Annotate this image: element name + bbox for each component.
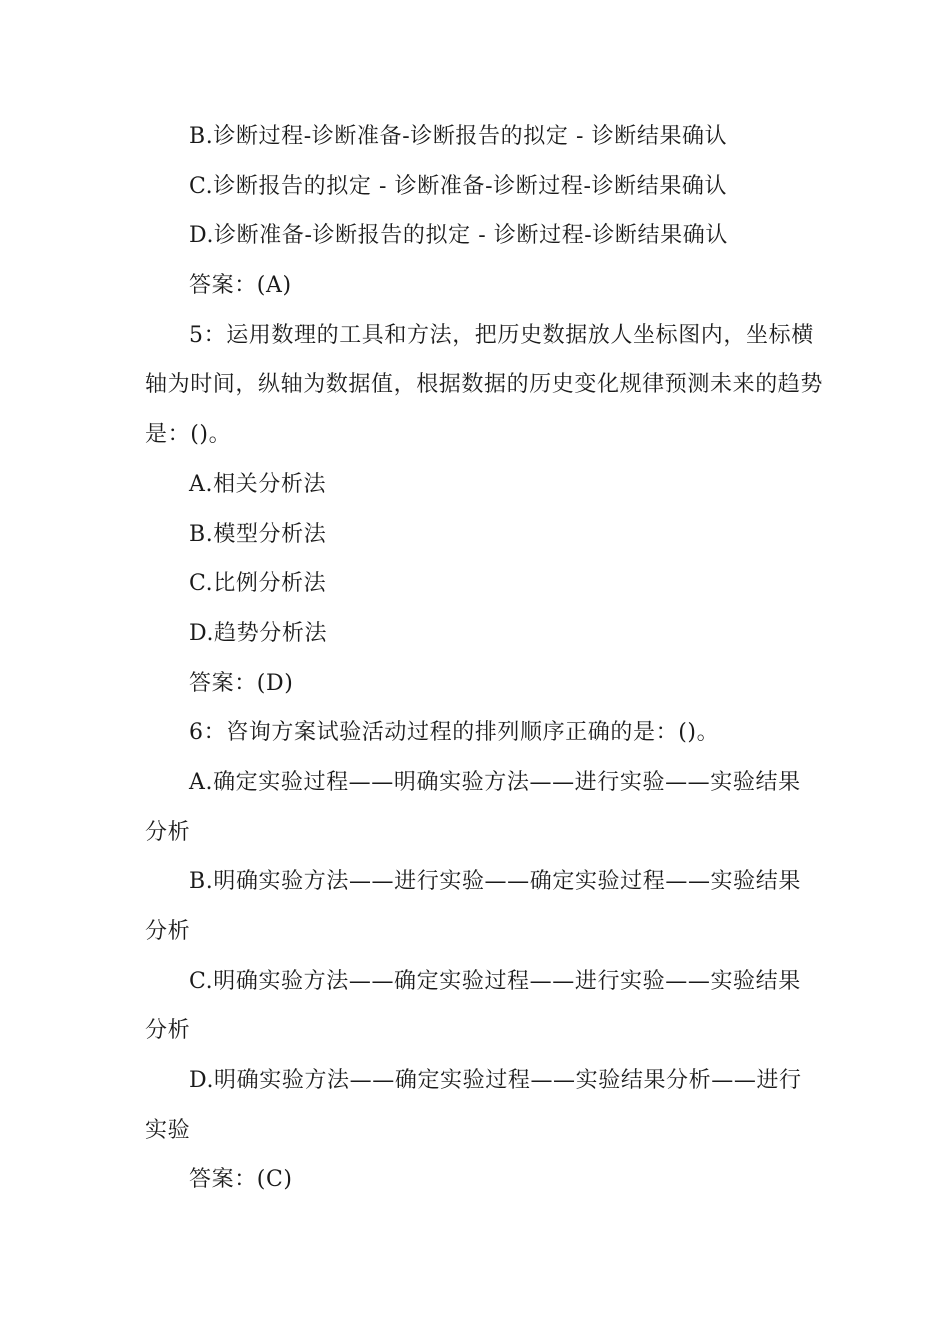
answer-q4: 答案：(A) — [189, 273, 292, 299]
option-d-q6-line-2: 实验 — [145, 1117, 191, 1143]
option-b-q4: B.诊断过程-诊断准备-诊断报告的拟定 - 诊断结果确认 — [189, 124, 728, 149]
option-c-q5: C.比例分析法 — [189, 571, 327, 597]
option-b-q5: B.模型分析法 — [189, 521, 327, 547]
option-b-q6-line-1: B.明确实验方法——进行实验——确定实验过程——实验结果 — [189, 869, 801, 895]
question-5-line-1: 5：运用数理的工具和方法，把历史数据放人坐标图内，坐标横 — [189, 322, 814, 348]
option-a-q6-line-2: 分析 — [145, 819, 191, 845]
question-6: 6：咨询方案试验活动过程的排列顺序正确的是：()。 — [189, 720, 720, 746]
option-d-q4: D.诊断准备-诊断报告的拟定 - 诊断过程-诊断结果确认 — [189, 223, 728, 249]
answer-q5: 答案：(D) — [189, 670, 294, 696]
option-a-q5: A.相关分析法 — [189, 471, 327, 497]
answer-q6: 答案：(C) — [189, 1167, 293, 1193]
option-d-q5: D.趋势分析法 — [189, 620, 328, 646]
option-c-q6-line-2: 分析 — [145, 1018, 191, 1044]
option-c-q6-line-1: C.明确实验方法——确定实验过程——进行实验——实验结果 — [189, 968, 801, 994]
option-a-q6-line-1: A.确定实验过程——明确实验方法——进行实验——实验结果 — [189, 769, 801, 795]
option-d-q6-line-1: D.明确实验方法——确定实验过程——实验结果分析——进行 — [189, 1068, 802, 1094]
question-5-line-3: 是：()。 — [145, 422, 232, 448]
question-5-line-2: 轴为时间，纵轴为数据值，根据数据的历史变化规律预测未来的趋势 — [145, 372, 824, 398]
option-b-q6-line-2: 分析 — [145, 919, 191, 944]
document-page — [145, 112, 824, 1205]
option-c-q4: C.诊断报告的拟定 - 诊断准备-诊断过程-诊断结果确认 — [189, 173, 728, 199]
